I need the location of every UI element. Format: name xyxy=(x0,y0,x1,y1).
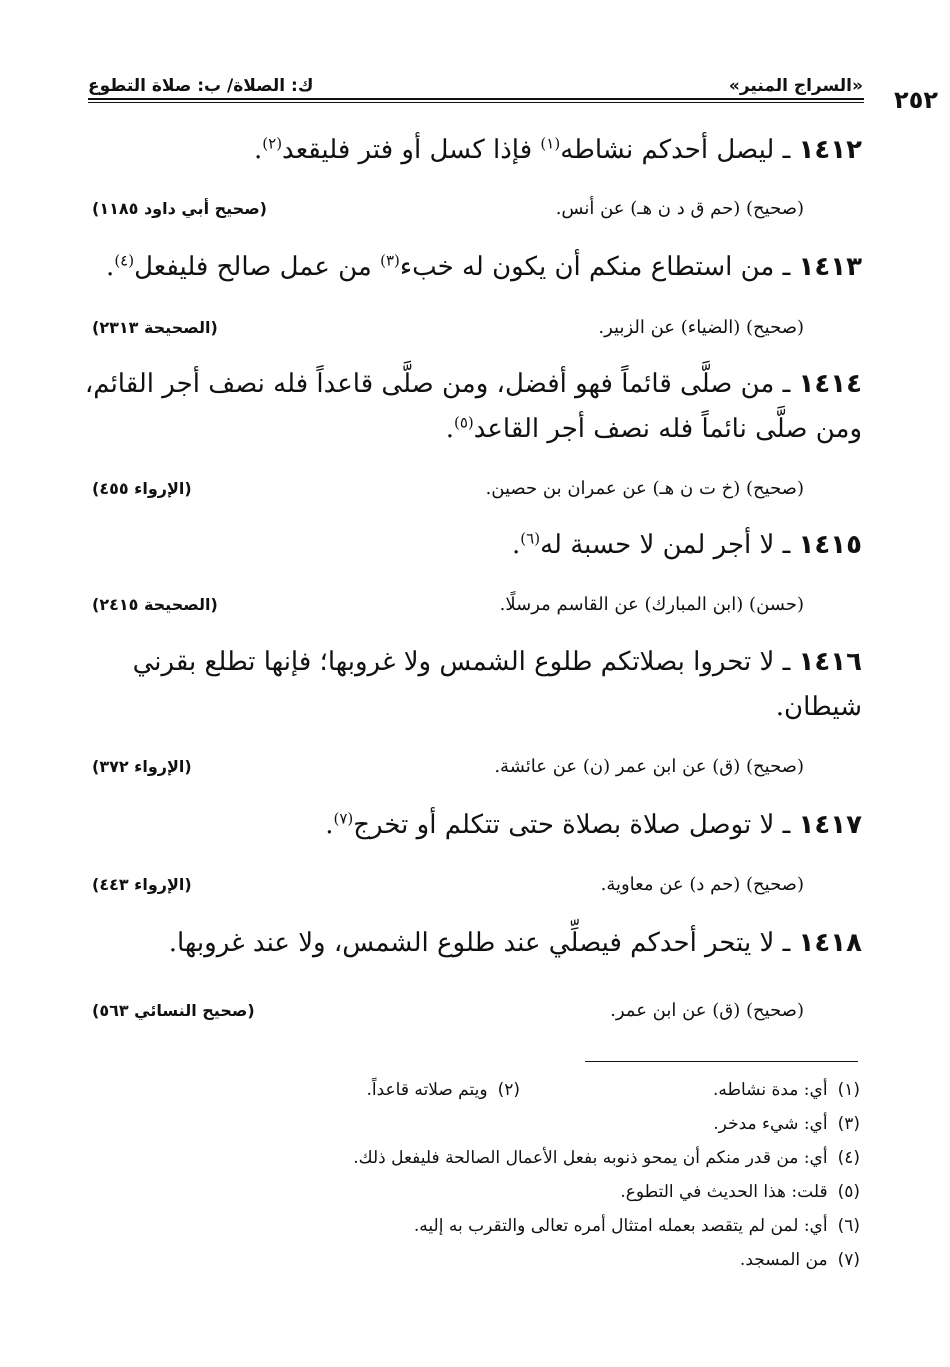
footnote-number: (١) xyxy=(837,1080,860,1100)
footnote-number: (٥) xyxy=(837,1182,860,1202)
footnote-number: (٢) xyxy=(497,1080,520,1100)
hadith-text: لا توصل صلاة بصلاة حتى تتكلم أو تخرج xyxy=(353,810,775,840)
hadith-end: . xyxy=(254,135,263,165)
footnote-text: أي: لمن لم يتقصد بعمله امتثال أمره تعالى والتقرب به إليه. xyxy=(413,1216,828,1236)
hadith-reference: (الإرواء ٤٥٥) xyxy=(92,478,192,498)
hadith-1418: ١٤١٨ ـ لا يتحر أحدكم فيصلِّي عند طلوع الشمس، ولا عند غروبها. xyxy=(168,928,862,958)
hadith-number: ١٤١٨ xyxy=(798,928,862,958)
hadith-meta-1415 xyxy=(92,589,804,619)
hadith-end: . xyxy=(512,530,521,560)
hadith-text: من صلَّى قائماً فهو أفضل، ومن صلَّى قاعداً فله نصف أجر القائم، ومن صلَّى نائماً فله نصف أجر القاعد xyxy=(84,369,862,444)
footnote-text: من المسجد. xyxy=(739,1250,828,1270)
footnote-4 xyxy=(150,1141,860,1175)
hadith-1415: ١٤١٥ ـ لا أجر لمن لا حسبة له$^{(٦)}$. xyxy=(512,529,862,560)
hadith-reference: (صحيح النسائي ٥٦٣) xyxy=(92,1000,255,1020)
hadith-grade: (صحيح) (الضياء) عن الزبير. xyxy=(598,316,804,338)
hadith-meta-1413 xyxy=(92,312,804,342)
hadith-meta-1414 xyxy=(92,473,804,503)
footnote-marker: (١) xyxy=(540,134,561,153)
hadith-number: ١٤١٦ xyxy=(798,647,862,677)
hadith-1417: ١٤١٧ ـ لا توصل صلاة بصلاة حتى تتكلم أو تخرج$^{(٧)}$. xyxy=(325,809,862,840)
hadith-grade: (صحيح) (حم ق د ن هـ) عن أنس. xyxy=(555,197,804,219)
hadith-end: . xyxy=(445,414,454,444)
footnote-marker: (٥) xyxy=(453,413,474,432)
hadith-grade: (صحيح) (ق) عن ابن عمر. xyxy=(610,999,804,1021)
footnotes xyxy=(150,1073,860,1277)
footnote-text: أي: من قدر منكم أن يمحو ذنوبه بفعل الأعمال الصالحة فليفعل ذلك. xyxy=(353,1148,828,1168)
footnote-row xyxy=(150,1073,860,1107)
footnote-2 xyxy=(180,1073,520,1107)
hadith-text: لا أجر لمن لا حسبة له xyxy=(540,530,775,560)
hadith-end: . xyxy=(325,810,334,840)
running-header xyxy=(88,62,863,96)
hadith-number: ١٤١٤ xyxy=(798,369,862,399)
page-number: ٢٥٢ xyxy=(894,86,938,114)
hadith-end: . xyxy=(106,252,115,282)
footnote-number: (٧) xyxy=(837,1250,860,1270)
footnote-number: (٣) xyxy=(837,1114,860,1134)
header-book-title: «السراج المنير» xyxy=(728,76,863,96)
footnote-7 xyxy=(150,1243,860,1277)
footnote-marker: (٣) xyxy=(380,251,400,270)
hadith-meta-1418 xyxy=(92,995,804,1025)
hadith-1412: ١٤١٢ ـ ليصل أحدكم نشاطه$^{(١)}$ فإذا كسل أو فتر فليقعد$^{(٢)}$. xyxy=(254,134,862,165)
hadith-number: ١٤١٣ xyxy=(798,252,862,282)
hadith-meta-1417 xyxy=(92,869,804,899)
hadith-text: لا تحروا بصلاتكم طلوع الشمس ولا غروبها؛ فإنها تطلع بقرني شيطان. xyxy=(132,647,862,722)
header-rule xyxy=(88,98,864,100)
hadith-text-continued: فإذا كسل أو فتر فليقعد xyxy=(282,135,541,165)
hadith-text: لا يتحر أحدكم فيصلِّي عند طلوع الشمس، ولا عند غروبها. xyxy=(168,928,775,958)
hadith-1414: ١٤١٤ ـ من صلَّى قائماً فهو أفضل، ومن صلَّى قاعداً فله نصف أجر القائم، ومن صلَّى نائماً فله نصف أجر القاعد$^{(٥)}$. xyxy=(84,369,862,444)
hadith-number: ١٤١٢ xyxy=(798,135,862,165)
footnote-marker: (٦) xyxy=(520,529,541,548)
hadith-number: ١٤١٥ xyxy=(798,530,862,560)
hadith-meta-1416 xyxy=(92,751,804,781)
footnote-1 xyxy=(520,1073,860,1107)
hadith-reference: (الصحيحة ٢٣١٣) xyxy=(92,317,218,337)
hadith-1416: ١٤١٦ ـ لا تحروا بصلاتكم طلوع الشمس ولا غروبها؛ فإنها تطلع بقرني شيطان. xyxy=(132,647,862,722)
hadith-reference: (الإرواء ٤٤٣) xyxy=(92,874,192,894)
header-rule-thin xyxy=(88,102,864,103)
hadith-meta-1412 xyxy=(92,193,804,223)
footnote-marker: (٤) xyxy=(114,251,135,270)
hadith-grade: (حسن) (ابن المبارك) عن القاسم مرسلًا. xyxy=(499,593,804,615)
hadith-number: ١٤١٧ xyxy=(798,810,862,840)
footnote-text: أي: شيء مدخر. xyxy=(713,1114,828,1134)
hadith-text-continued: من عمل صالح فليفعل xyxy=(134,252,381,282)
hadith-text: ليصل أحدكم نشاطه xyxy=(560,135,775,165)
hadith-reference: (الإرواء ٣٧٢) xyxy=(92,756,192,776)
hadith-reference: (صحيح أبي داود ١١٨٥) xyxy=(92,198,267,218)
footnote-marker: (٢) xyxy=(262,134,283,153)
footnote-6 xyxy=(150,1209,860,1243)
header-section: ك: الصلاة/ ب: صلاة التطوع xyxy=(88,76,314,96)
footnote-marker: (٧) xyxy=(333,809,354,828)
hadith-text: من استطاع منكم أن يكون له خبء xyxy=(399,252,775,282)
hadith-reference: (الصحيحة ٢٤١٥) xyxy=(92,594,218,614)
footnote-number: (٤) xyxy=(837,1148,860,1168)
footnote-text: قلت: هذا الحديث في التطوع. xyxy=(620,1182,828,1202)
footnote-text: ويتم صلاته قاعداً. xyxy=(366,1080,488,1100)
hadith-grade: (صحيح) (خ ت ن هـ) عن عمران بن حصين. xyxy=(485,477,804,499)
hadith-grade: (صحيح) (حم د) عن معاوية. xyxy=(600,873,804,895)
footnote-text: أي: مدة نشاطه. xyxy=(712,1080,828,1100)
footnote-separator xyxy=(585,1061,858,1062)
hadith-grade: (صحيح) (ق) عن ابن عمر (ن) عن عائشة. xyxy=(494,755,804,777)
footnote-5 xyxy=(150,1175,860,1209)
footnote-3 xyxy=(150,1107,860,1141)
footnote-number: (٦) xyxy=(837,1216,860,1236)
hadith-1413: ١٤١٣ ـ من استطاع منكم أن يكون له خبء$^{(٣)}$ من عمل صالح فليفعل$^{(٤)}$. xyxy=(106,251,862,282)
